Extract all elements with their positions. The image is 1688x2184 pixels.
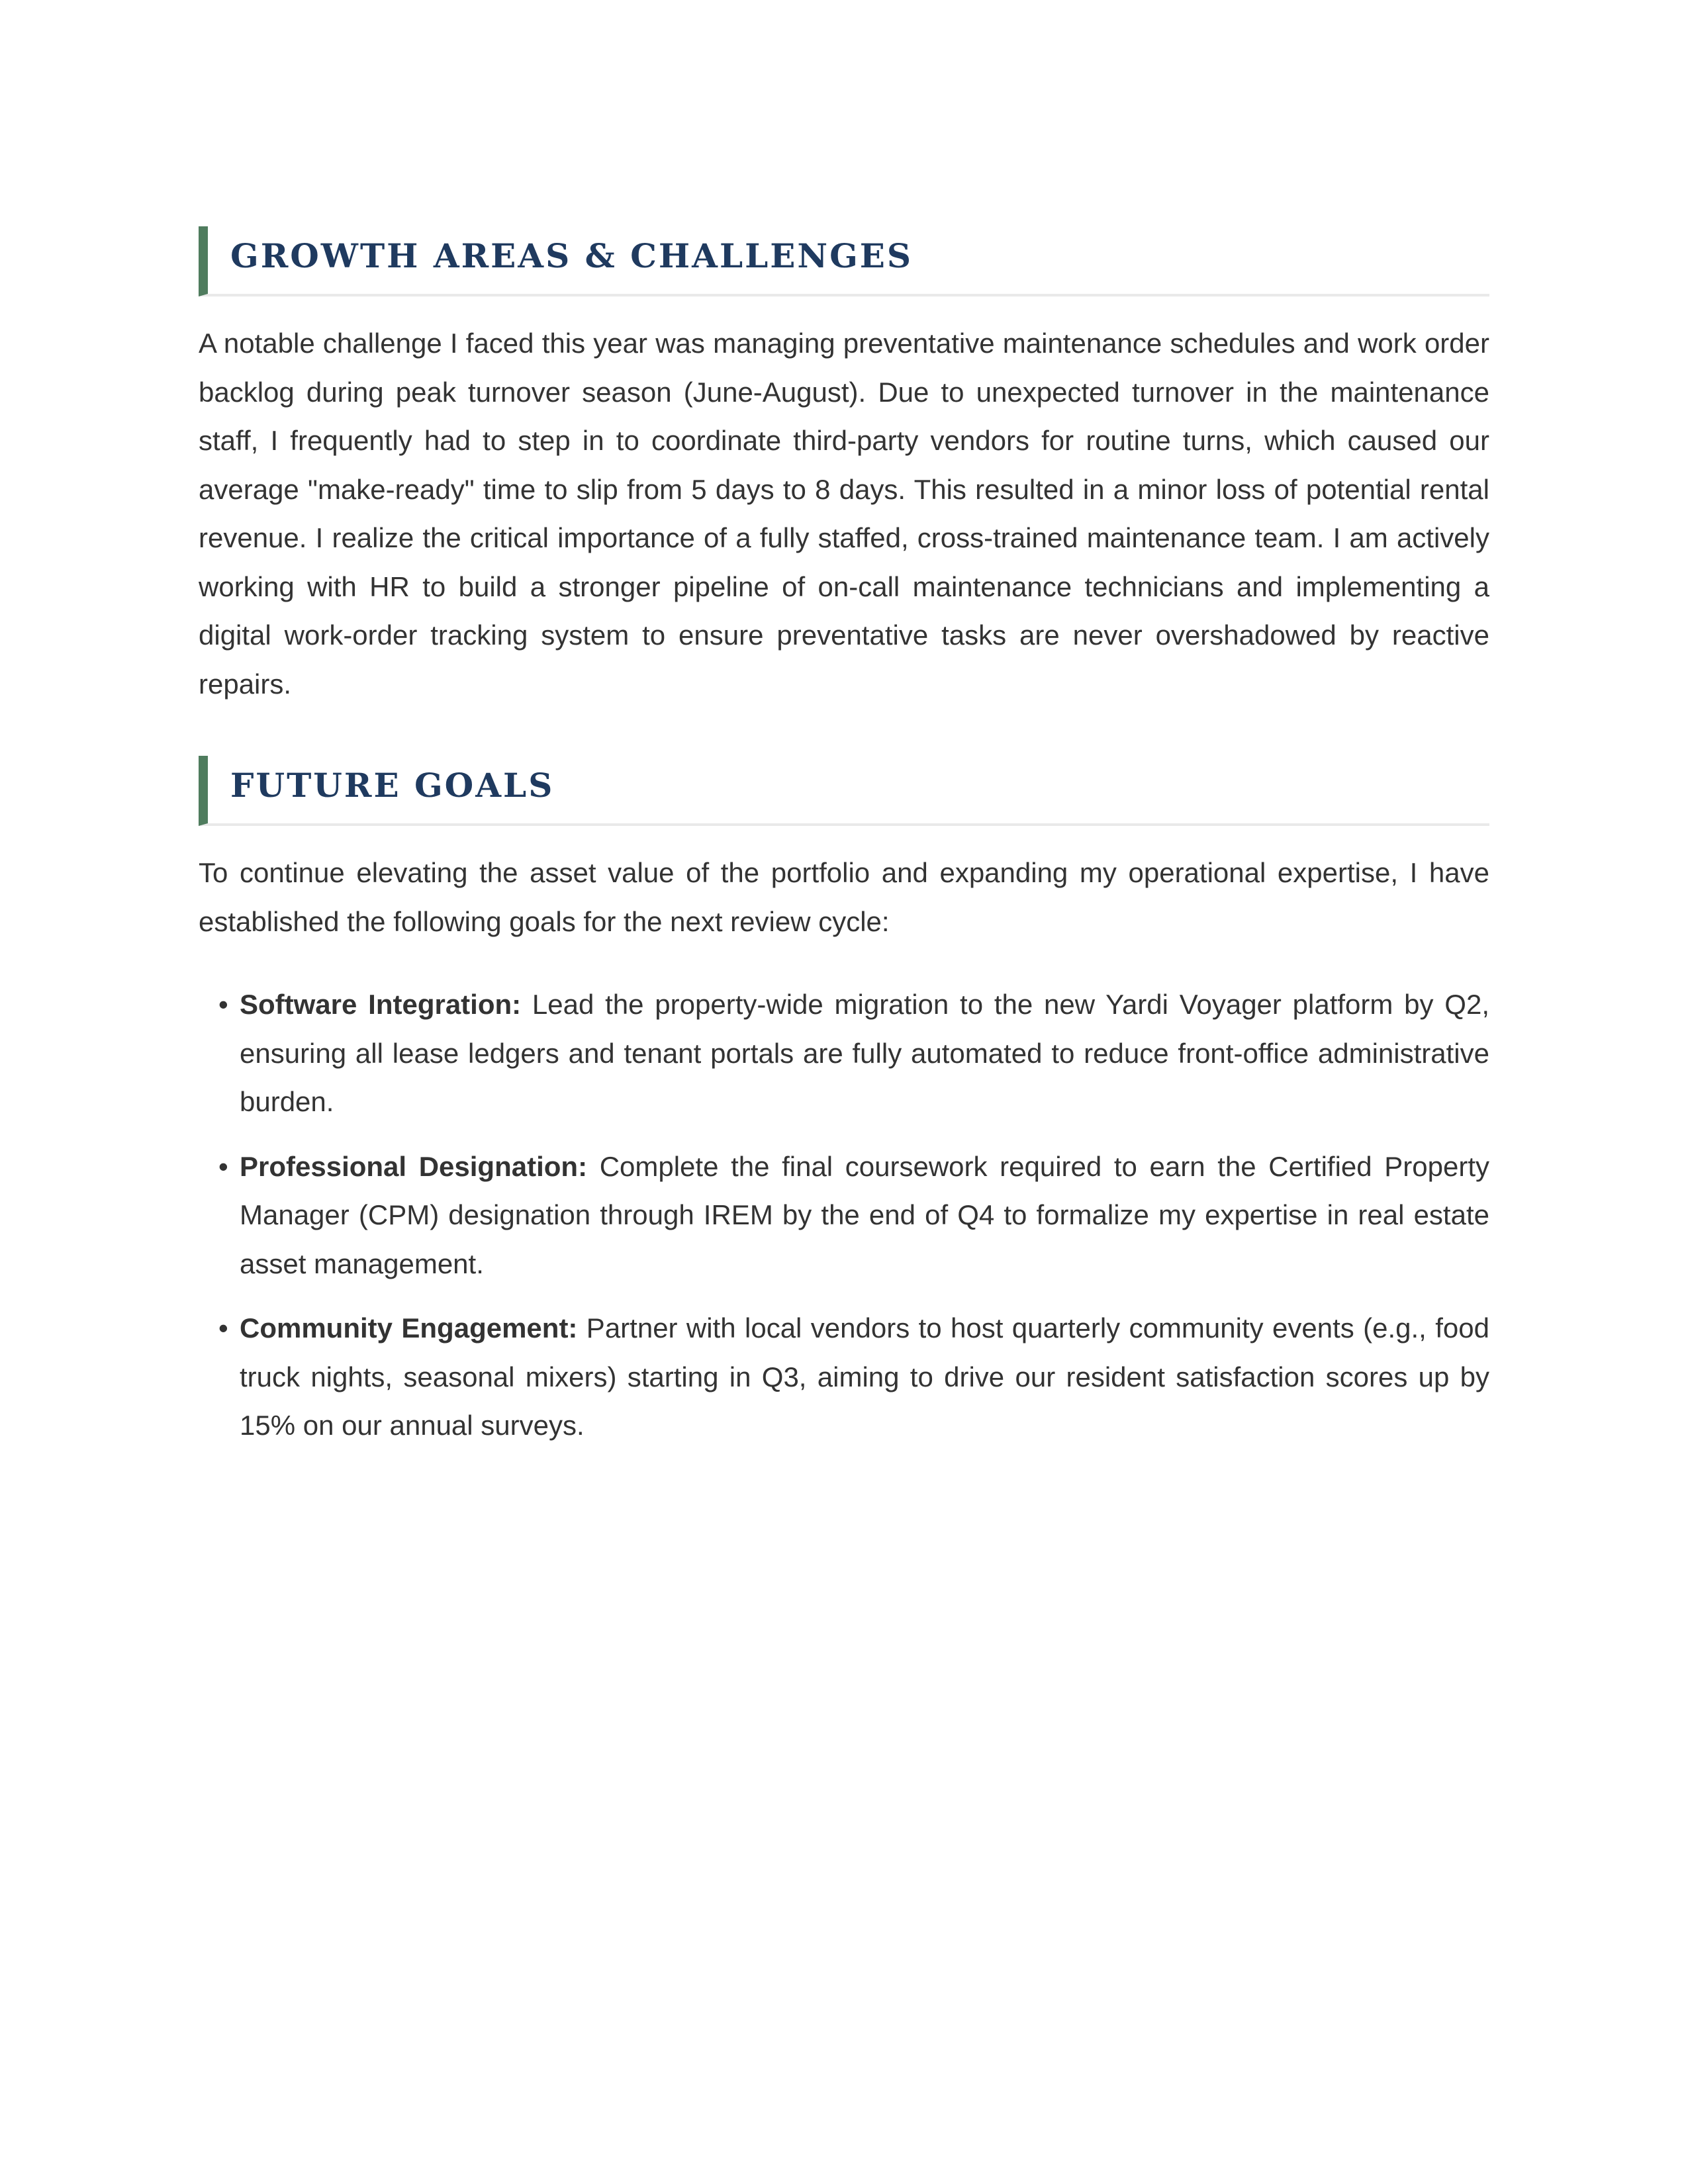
section-heading-growth: [199, 226, 1489, 296]
goals-list: [199, 980, 1489, 1450]
future-goals-heading: FUTURE GOALS: [230, 766, 555, 805]
future-goals-intro: To continue elevating the asset value of the portfolio and expanding my operational expertise, I have established the following goals for the next review cycle:: [199, 857, 1489, 937]
future-goals-section: [199, 756, 1489, 1450]
document-page: [199, 226, 1489, 1466]
goal-item-software: [218, 980, 1489, 1126]
goal-text: Complete the final coursework required to earn the Certified Property Manager (CPM) designation through IREM by the end of Q4 to formalize my expertise in real estate asset management.: [240, 1150, 1489, 1279]
growth-areas-paragraph: A notable challenge I faced this year was managing preventative maintenance schedules and work order backlog during peak turnover season (June-August). Due to unexpected turnover in the maintenance staff, I frequently had to step in to coordinate third-party vendors for routine turns, which caused our average "make-ready" time to slip from 5 days to 8 days. This resulted in a minor loss of potential rental revenue. I realize the critical importance of a fully staffed, cross-trained maintenance team. I am actively working with HR to build a stronger pipeline of on-call maintenance technicians and implementing a digital work-order tracking system to ensure preventative tasks are never overshadowed by reactive repairs.: [199, 328, 1489, 700]
bullet-icon: •: [218, 989, 228, 1020]
goal-label: Community Engagement:: [240, 1312, 578, 1343]
goal-label: Software Integration:: [240, 989, 522, 1020]
goal-text: Lead the property-wide migration to the new Yardi Voyager platform by Q2, ensuring all lease ledgers and tenant portals are fully automated to reduce front-office administrative burden.: [240, 989, 1489, 1117]
section-heading-goals: [199, 756, 1489, 826]
goal-text: Partner with local vendors to host quarterly community events (e.g., food truck nights, seasonal mixers) starting in Q3, aiming to drive our resident satisfaction scores up by 15% on our annual surveys.: [240, 1312, 1489, 1441]
goal-label: Professional Designation:: [240, 1150, 588, 1182]
goal-item-designation: [218, 1142, 1489, 1289]
goal-item-community: [218, 1304, 1489, 1450]
bullet-icon: •: [218, 1312, 228, 1343]
bullet-icon: •: [218, 1150, 228, 1182]
growth-areas-heading: GROWTH AREAS & CHALLENGES: [230, 236, 914, 275]
growth-areas-section: [199, 226, 1489, 708]
